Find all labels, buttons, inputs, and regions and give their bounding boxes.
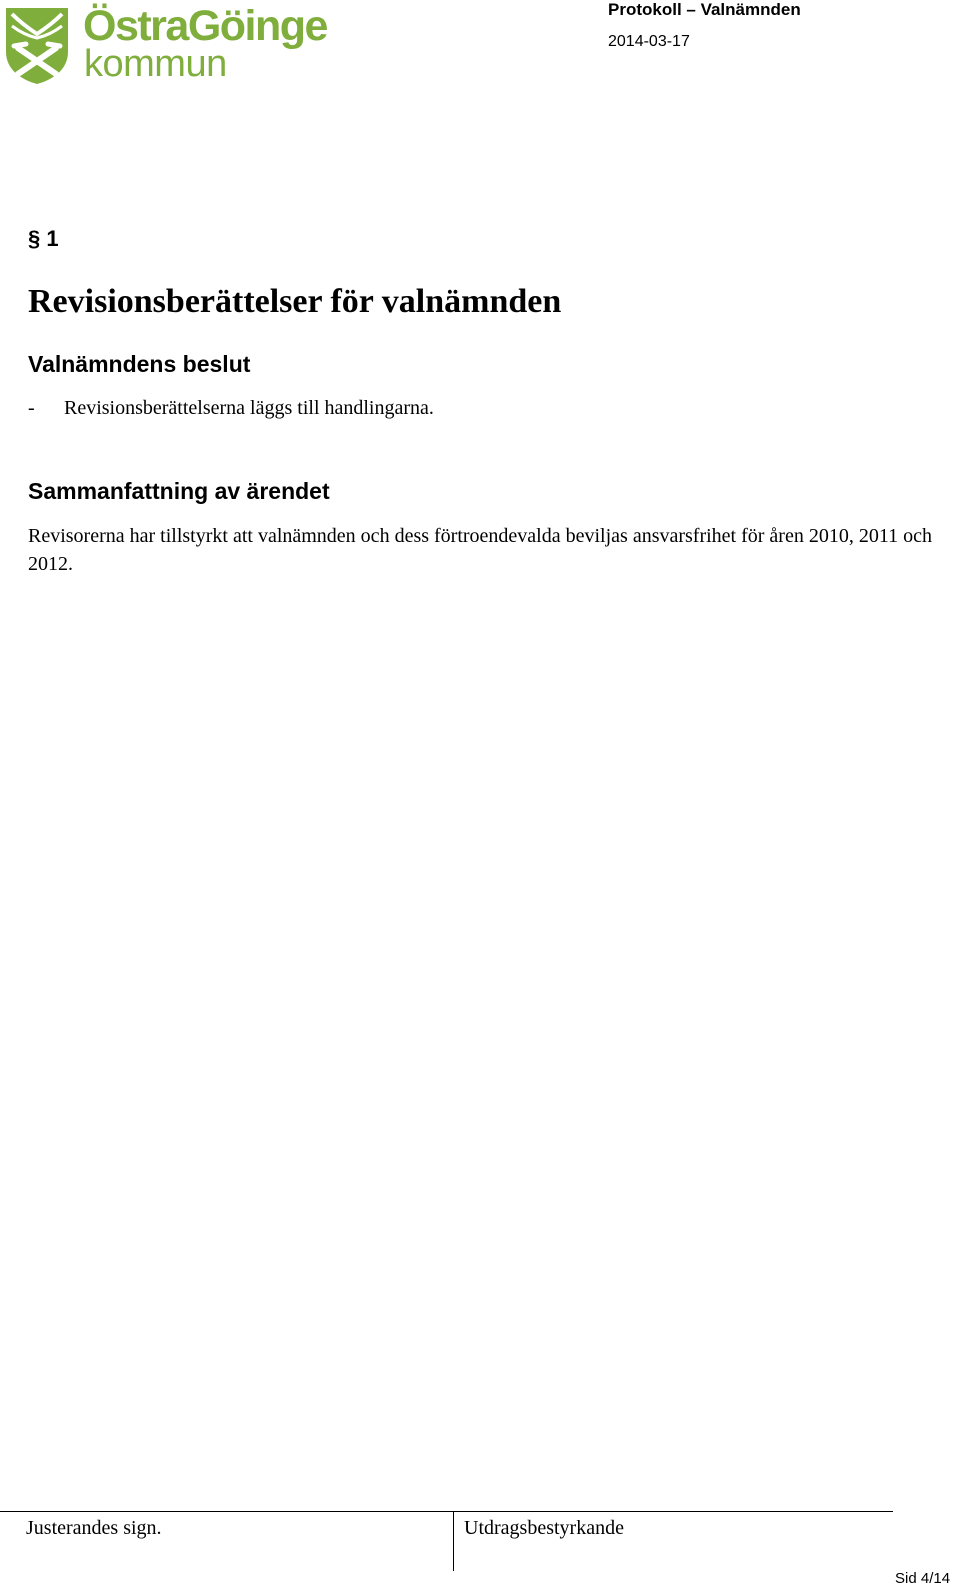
municipal-crest-icon [2,4,72,86]
extract-label: Utdragsbestyrkande [464,1517,624,1539]
decision-text: Revisionsberättelserna läggs till handlingarna. [64,397,434,419]
summary-text: Revisorerna har tillstyrkt att valnämnden och dess förtroendevalda beviljas ansvarsfrihet för åren 2010, 2011 och 2012. [28,525,932,575]
decision-item [28,396,434,420]
document-title: Protokoll – Valnämnden [608,0,801,19]
page-title: Revisionsberättelser för valnämnden [28,283,562,320]
section-number: § 1 [28,226,59,251]
summary-heading: Sammanfattning av ärendet [28,478,330,504]
footer-rule [0,1511,893,1512]
logo-sub-text: kommun [84,43,227,85]
page-number: Sid 4/14 [895,1570,951,1587]
logo [0,0,330,90]
footer-divider [453,1511,454,1571]
document-date: 2014-03-17 [608,33,690,50]
decision-heading: Valnämndens beslut [28,351,251,377]
decision-bullet: - [28,397,35,419]
sign-label: Justerandes sign. [26,1517,162,1539]
logo-brand-text: ÖstraGöinge [83,2,327,50]
